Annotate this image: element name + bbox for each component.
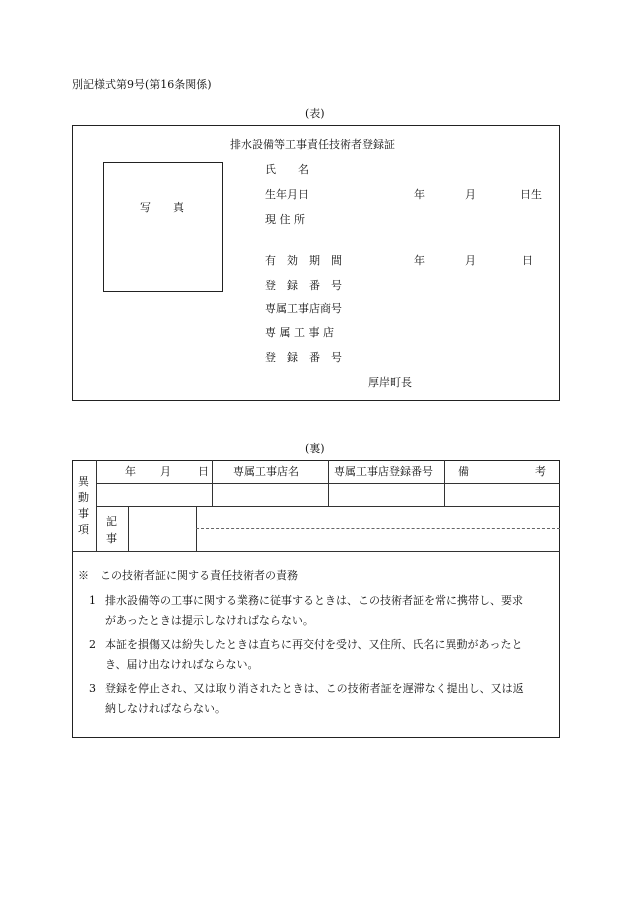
- birth-month-unit: 月: [465, 188, 476, 201]
- issuer: 厚岸町長: [368, 376, 412, 389]
- birth-day-unit: 日生: [520, 188, 542, 201]
- table-divider: [444, 460, 445, 506]
- valid-day-unit: 日: [522, 254, 533, 267]
- valid-year-unit: 年: [414, 254, 425, 267]
- duty-line: 本証を損傷又は紛失したときは直ちに再交付を受け、又住所、氏名に異動があったと: [105, 638, 523, 651]
- duty-line: き、届け出なければならない。: [105, 658, 259, 671]
- field-valid-period-label: 有 効 期 間: [265, 254, 342, 267]
- valid-month-unit: 月: [465, 254, 476, 267]
- duty-line: 納しなければならない。: [105, 702, 226, 715]
- field-shop-reg-number-label: 登 録 番 号: [265, 351, 342, 364]
- duty-number: 1: [89, 594, 96, 607]
- notes-label-vertical: 記事: [106, 515, 117, 545]
- front-section-title: (表): [305, 107, 325, 120]
- table-divider: [128, 506, 129, 551]
- duty-number: 3: [89, 682, 96, 695]
- header-remarks-2: 考: [535, 465, 546, 478]
- back-section-title: (裏): [305, 442, 325, 455]
- table-divider: [96, 506, 560, 507]
- table-divider: [72, 551, 560, 552]
- form-label: 別記様式第9号(第16条関係): [72, 78, 212, 91]
- header-month: 月: [160, 465, 171, 478]
- header-year: 年: [125, 465, 136, 478]
- header-shop-reg: 専属工事店登録番号: [334, 465, 433, 478]
- header-remarks-1: 備: [458, 465, 469, 478]
- table-divider: [212, 460, 213, 506]
- row-label-vertical: 異動事項: [78, 475, 89, 536]
- duty-line: 登録を停止され、又は取り消されたときは、この技術者証を遅滞なく提出し、又は返: [105, 682, 524, 695]
- duty-number: 2: [89, 638, 96, 651]
- field-shop-label: 専 属 工 事 店: [265, 326, 334, 339]
- notes-dashed-line: [196, 528, 560, 529]
- birth-year-unit: 年: [414, 188, 425, 201]
- field-birthdate-label: 生年月日: [265, 188, 309, 201]
- duty-line: 排水設備等の工事に関する業務に従事するときは、この技術者証を常に携帯し、要求: [105, 594, 523, 607]
- field-address-label: 現 住 所: [265, 213, 305, 226]
- field-shop-trade-name-label: 専属工事店商号: [265, 302, 342, 315]
- table-divider: [328, 460, 329, 506]
- card-title: 排水設備等工事責任技術者登録証: [230, 138, 395, 151]
- field-reg-number-label: 登 録 番 号: [265, 279, 342, 292]
- duty-line: があったときは提示しなければならない。: [105, 614, 314, 627]
- header-day: 日: [198, 465, 209, 478]
- field-name-label: 氏 名: [265, 163, 309, 176]
- header-shop-name: 専属工事店名: [233, 465, 299, 478]
- photo-label: 写 真: [140, 201, 184, 214]
- photo-box: [103, 162, 223, 292]
- duties-title: ※ この技術者証に関する責任技術者の責務: [78, 569, 298, 582]
